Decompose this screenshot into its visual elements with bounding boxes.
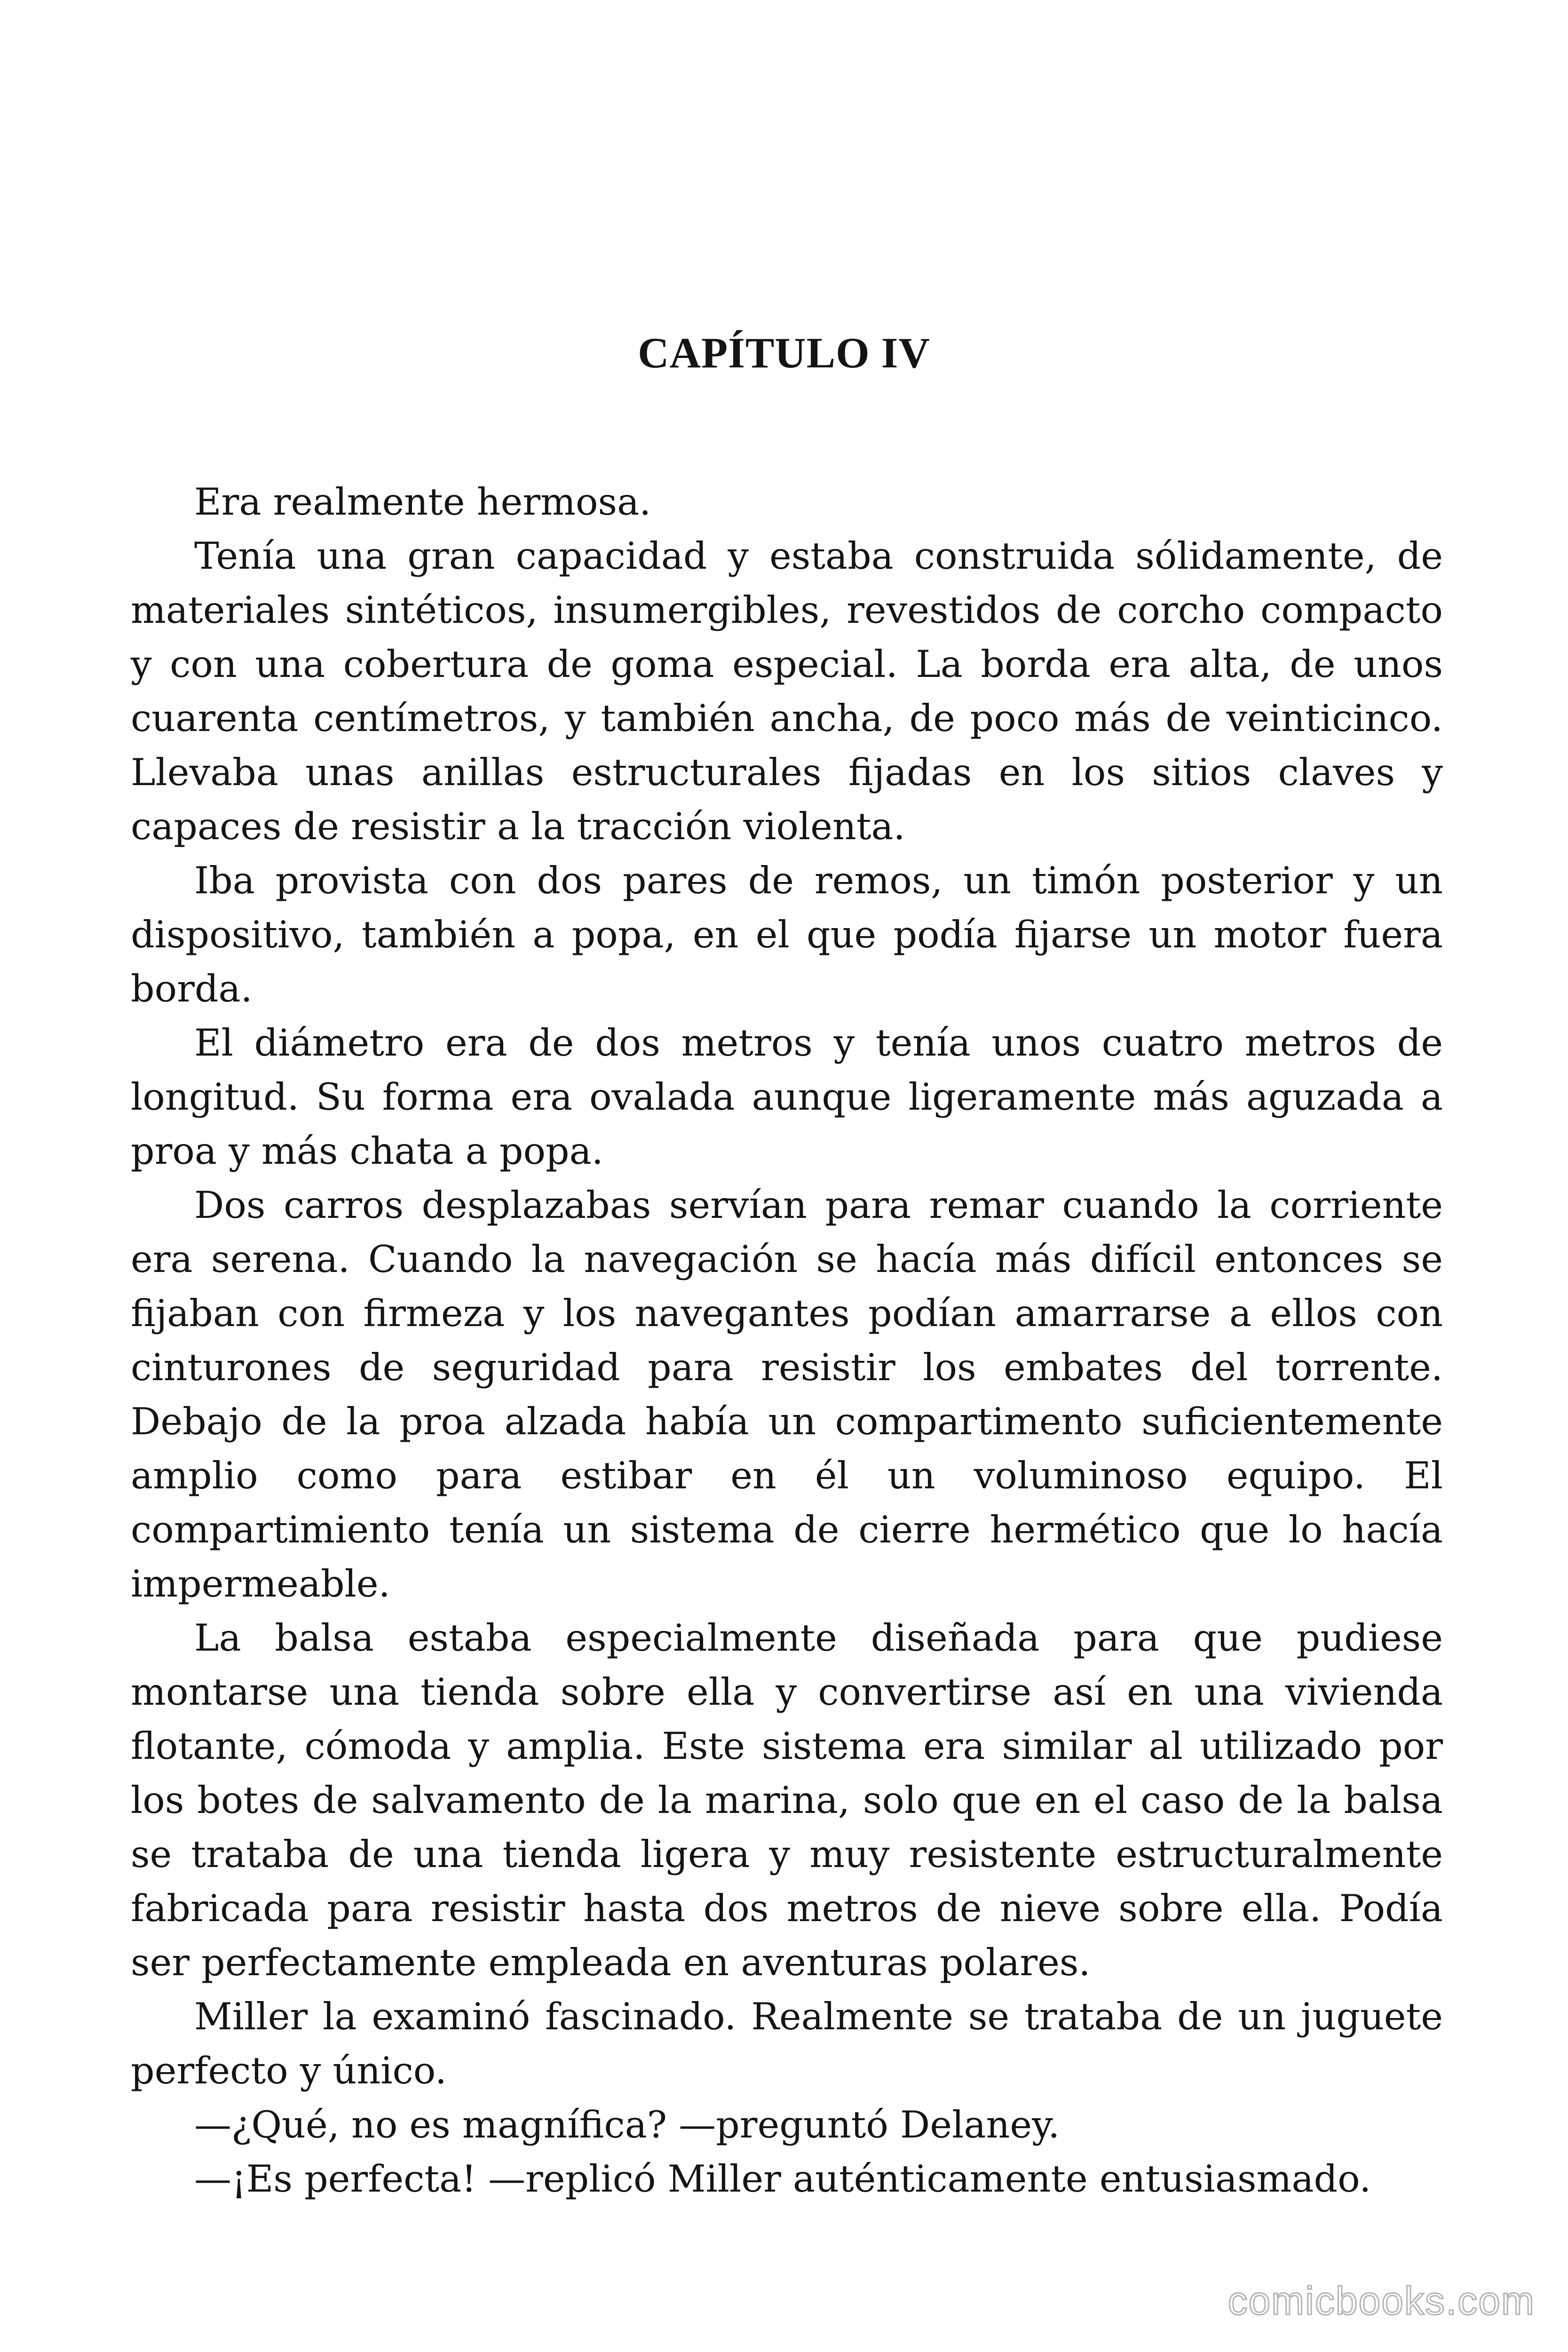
dialogue-line-2: —¡Es perfecta! —replicó Miller auténticamente entusiasmado. [194,2157,1371,2201]
paragraph-4: El diámetro era de dos metros y tenía unos cuatro metros de longitud. Su forma era ovalada aunque ligeramente más aguzada a proa y más chata a popa. [131,1021,1443,1173]
paragraph-2: Tenía una gran capacidad y estaba construida sólidamente, de materiales sintéticos, insumergibles, revestidos de corcho compacto y con una cobertura de goma especial. La borda era alta, de unos cuarenta centímetros, y también ancha, de poco más de veinticinco. Llevaba unas anillas estructurales fijadas en los sitios claves y capaces de resistir a la tracción violenta. [131,534,1443,848]
watermark: comicbooks.com [1227,2279,1535,2323]
chapter-title: CAPÍTULO IV [638,329,930,377]
paragraph-3: Iba provista con dos pares de remos, un timón posterior y un dispositivo, también a popa, en el que podía fijarse un motor fuera borda. [131,859,1443,1010]
chapter-body [131,475,1443,2206]
paragraph-1: Era realmente hermosa. [194,480,651,524]
dialogue-line-1: —¿Qué, no es magnífica? —preguntó Delaney. [194,2103,1060,2146]
paragraph-5: Dos carros desplazabas servían para remar cuando la corriente era serena. Cuando la navegación se hacía más difícil entonces se fijaban con firmeza y los navegantes podían amarrarse a ellos con cinturones de seguridad para resistir los embates del torrente. Debajo de la proa alzada había un compartimento suficientemente amplio como para estibar en él un voluminoso equipo. El compartimiento tenía un sistema de cierre hermético que lo hacía impermeable. [131,1184,1443,1605]
paragraph-6: La balsa estaba especialmente diseñada para que pudiese montarse una tienda sobre ella y convertirse así en una vivienda flotante, cómoda y amplia. Este sistema era similar al utilizado por los botes de salvamento de la marina, solo que en el caso de la balsa se trataba de una tienda ligera y muy resistente estructuralmente fabricada para resistir hasta dos metros de nieve sobre ella. Podía ser perfectamente empleada en aventuras polares. [131,1616,1443,1984]
paragraph-7: Miller la examinó fascinado. Realmente se trataba de un juguete perfecto y único. [131,1995,1443,2092]
